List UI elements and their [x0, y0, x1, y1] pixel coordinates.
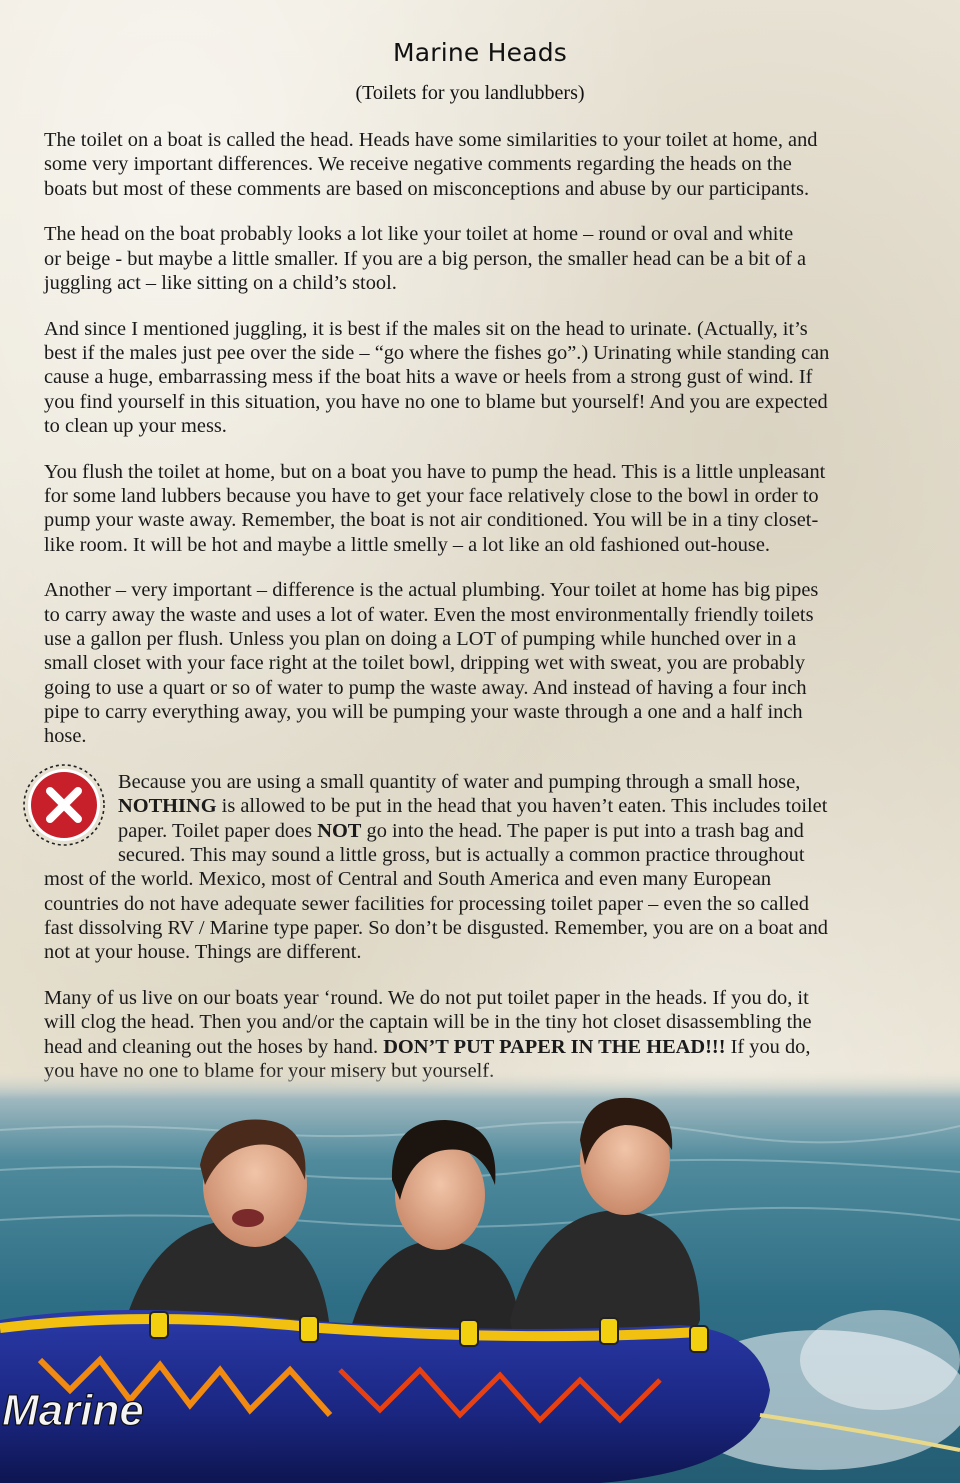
text-line: pump your waste away. Remember, the boat is not air conditioned. You will be in a tiny closet- — [44, 509, 819, 532]
text-line: pipe to carry everything away, you will be pumping your waste through a one and a half inch — [44, 700, 803, 723]
text-line: will clog the head. Then you and/or the captain will be in the tiny hot closet disassembling the — [44, 1011, 812, 1034]
text-line: And since I mentioned juggling, it is best if the males sit on the head to urinate. (Actually, it’s — [44, 317, 808, 340]
paragraph-4 — [44, 460, 904, 557]
emphasis-not: NOT — [317, 819, 362, 842]
text-line: juggling act – like sitting on a child’s stool. — [44, 271, 397, 294]
text-line: not at your house. Things are different. — [44, 941, 362, 964]
text-line: Many of us live on our boats year ‘round. We do not put toilet paper in the heads. If you do, it — [44, 986, 809, 1009]
text-line: best if the males just pee over the side – “go where the fishes go”.) Urinating while standing can — [44, 342, 830, 365]
paragraph-2 — [44, 222, 904, 295]
text-line — [44, 1035, 904, 1059]
text-line: to carry away the waste and uses a lot of water. Even the most environmentally friendly toilets — [44, 603, 814, 626]
page-subtitle: (Toilets for you landlubbers) — [355, 82, 585, 104]
text-line: hose. — [44, 725, 87, 748]
text-fragment: If you do, — [725, 1035, 811, 1058]
text-line: You flush the toilet at home, but on a boat you have to pump the head. This is a little unpleasant — [44, 460, 826, 483]
text-line: fast dissolving RV / Marine type paper. So don’t be disgusted. Remember, you are on a boat and — [44, 916, 828, 939]
tubing-illustration — [0, 1070, 960, 1483]
text-line: The toilet on a boat is called the head. Heads have some similarities to your toilet at home, and — [44, 129, 818, 151]
text-line: you find yourself in this situation, you have no one to blame but yourself! And you are expected — [44, 390, 828, 413]
text-line: cause a huge, embarrassing mess if the boat hits a wave or heels from a strong gust of wind. If — [44, 366, 813, 389]
emphasis-dont-put-paper: DON’T PUT PAPER IN THE HEAD!!! — [383, 1035, 726, 1058]
text-line: some very important differences. We receive negative comments regarding the heads on the — [44, 153, 792, 176]
text-line: going to use a quart or so of water to pump the waste away. And instead of having a four inch — [44, 676, 807, 699]
text-fragment: is allowed to be put in the head that you haven’t eaten. This includes toilet — [216, 795, 828, 818]
text-line: countries do not have adequate sewer facilities for processing toilet paper – even the so called — [44, 892, 809, 915]
paragraph-6-warning — [44, 770, 904, 964]
page-title: Marine Heads — [392, 38, 568, 67]
text-line — [44, 794, 904, 818]
emphasis-nothing: NOTHING — [118, 795, 217, 818]
text-line: like room. It will be hot and maybe a little smelly – a lot like an old fashioned out-house. — [44, 533, 770, 556]
text-line: boats but most of these comments are based on misconceptions and abuse by our participants. — [44, 177, 810, 200]
text-line: most of the world. Mexico, most of Central and South America and even many European — [44, 868, 772, 891]
text-line: use a gallon per flush. Unless you plan on doing a LOT of pumping while hunched over in a — [44, 628, 797, 651]
text-fragment: head and cleaning out the hoses by hand. — [44, 1035, 384, 1058]
x-circle-icon — [22, 763, 106, 847]
text-line: The head on the boat probably looks a lot like your toilet at home – round or oval and white — [44, 223, 794, 246]
text-line: Another – very important – difference is the actual plumbing. Your toilet at home has big pipes — [44, 579, 819, 602]
paragraph-1 — [44, 128, 904, 201]
article-body — [44, 128, 904, 1105]
text-line: to clean up your mess. — [44, 414, 227, 437]
text-fragment: go into the head. The paper is put into a trash bag and — [361, 819, 804, 842]
text-line: small closet with your face right at the toilet bowl, dripping wet with sweat, you are probably — [44, 652, 806, 675]
text-line: secured. This may sound a little gross, but is actually a common practice throughout — [118, 843, 805, 866]
text-line — [44, 819, 904, 843]
text-line: Because you are using a small quantity of water and pumping through a small hose, — [118, 771, 801, 794]
tube-brand-text: Marine — [2, 1386, 144, 1435]
text-line: or beige - but maybe a little smaller. If you are a big person, the smaller head can be a bit of a — [44, 247, 807, 270]
text-fragment: paper. Toilet paper does — [118, 819, 318, 842]
paragraph-3 — [44, 317, 904, 438]
paragraph-5 — [44, 578, 904, 748]
paragraph-7 — [44, 986, 904, 1083]
text-line: for some land lubbers because you have to get your face relatively close to the bowl in order to — [44, 485, 819, 508]
tubing-photo — [0, 1070, 960, 1483]
